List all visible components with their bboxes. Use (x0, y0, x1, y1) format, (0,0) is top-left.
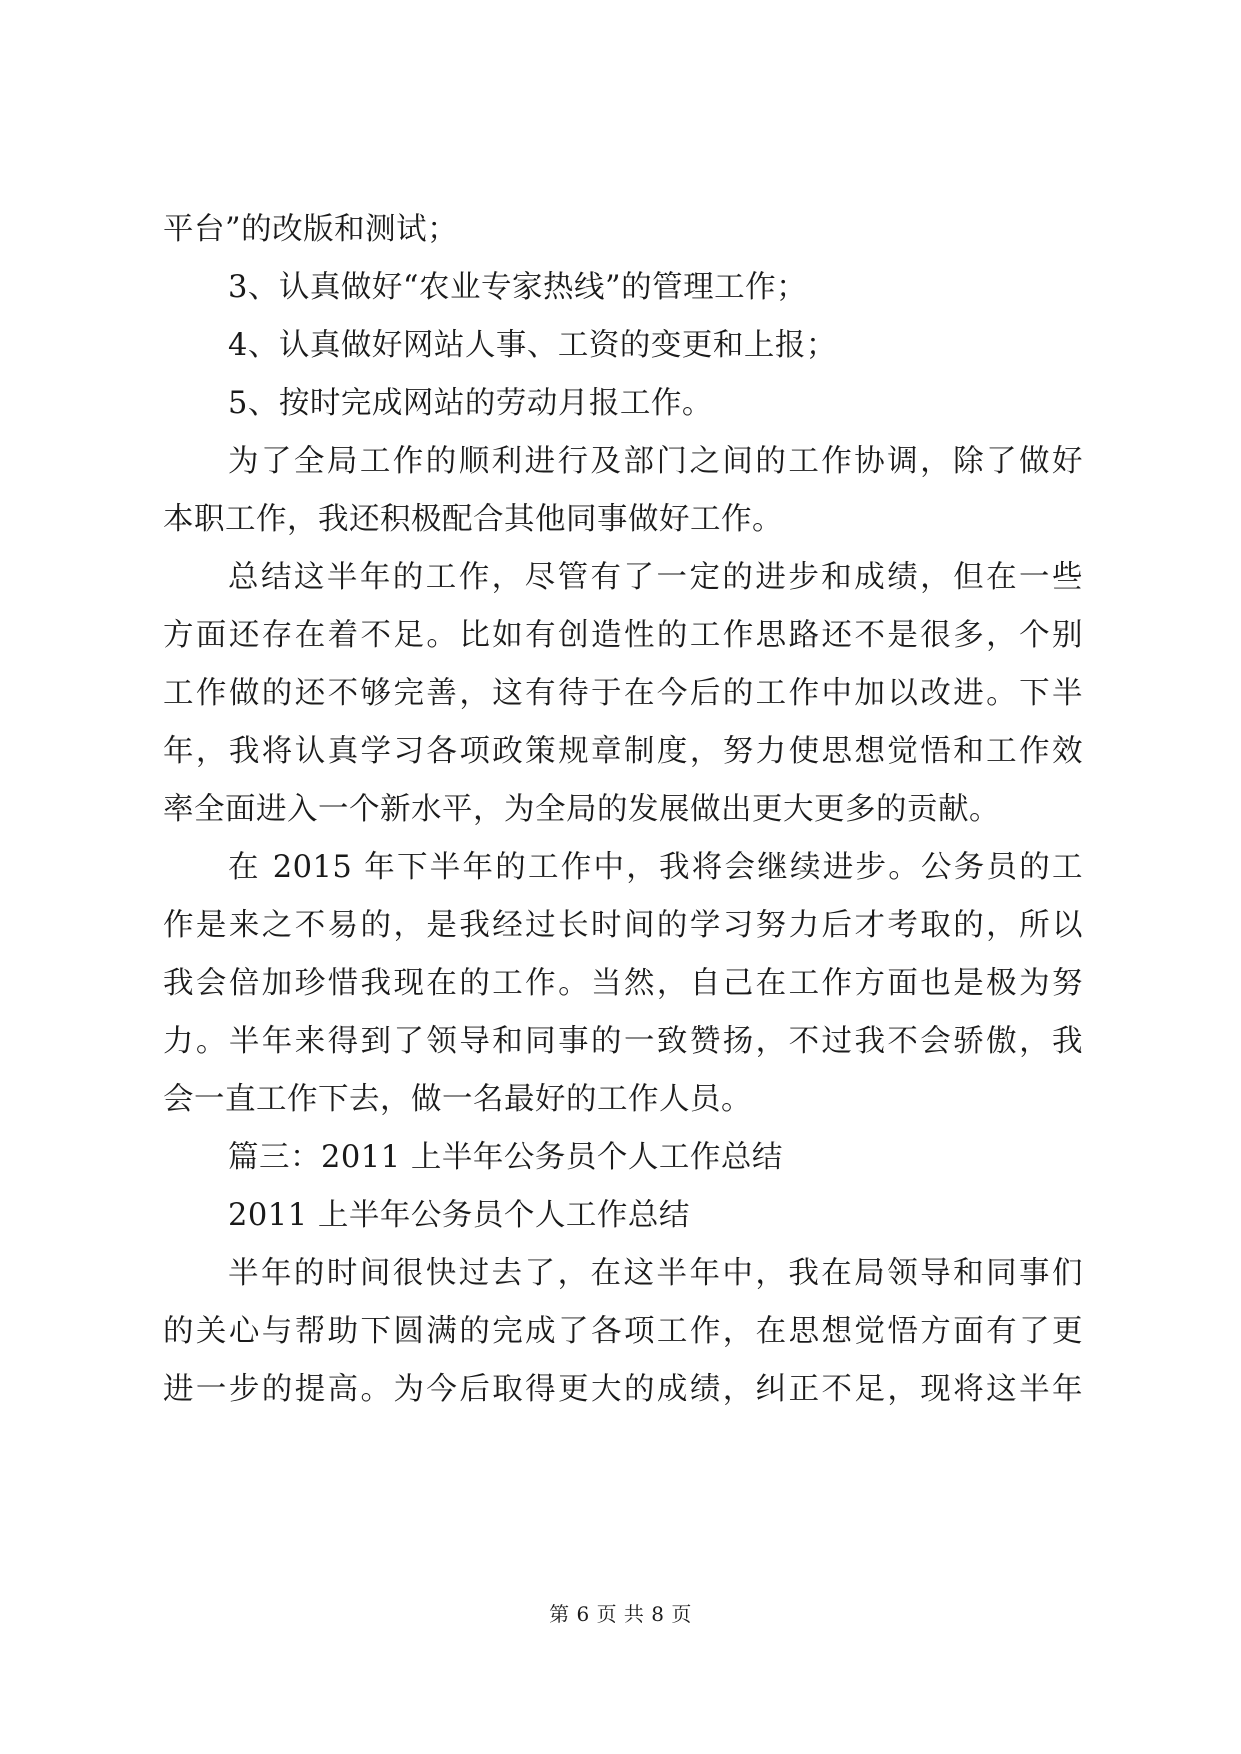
section-heading: 篇三：2011 上半年公务员个人工作总结 (228, 1140, 783, 1175)
body-line: 总结这半年的工作，尽管有了一定的进步和成绩，但在一些 (228, 560, 1083, 595)
body-line: 会一直工作下去，做一名最好的工作人员。 (163, 1082, 752, 1117)
body-line: 在 2015 年下半年的工作中，我将会继续进步。公务员的工 (228, 850, 1083, 885)
body-line: 的关心与帮助下圆满的完成了各项工作，在思想觉悟方面有了更 (163, 1314, 1083, 1349)
body-line: 5、按时完成网站的劳动月报工作。 (228, 386, 713, 421)
body-line: 3、认真做好“农业专家热线”的管理工作； (228, 270, 808, 305)
body-line: 平台”的改版和测试； (163, 212, 459, 247)
body-line: 进一步的提高。为今后取得更大的成绩，纠正不足，现将这半年 (163, 1372, 1083, 1407)
body-line: 4、认真做好网站人事、工资的变更和上报； (228, 328, 837, 363)
body-line: 本职工作，我还积极配合其他同事做好工作。 (163, 502, 783, 537)
page-number: 第 6 页 共 8 页 (549, 1602, 692, 1626)
body-line: 率全面进入一个新水平，为全局的发展做出更大更多的贡献。 (163, 792, 1000, 827)
body-line: 为了全局工作的顺利进行及部门之间的工作协调，除了做好 (228, 444, 1083, 479)
page-footer (0, 1600, 1241, 1628)
body-line: 工作做的还不够完善，这有待于在今后的工作中加以改进。下半 (163, 676, 1083, 711)
body-line: 方面还存在着不足。比如有创造性的工作思路还不是很多，个别 (163, 618, 1083, 653)
body-line: 力。半年来得到了领导和同事的一致赞扬，不过我不会骄傲，我 (163, 1024, 1083, 1059)
body-line: 年，我将认真学习各项政策规章制度，努力使思想觉悟和工作效 (163, 734, 1083, 769)
section-subtitle: 2011 上半年公务员个人工作总结 (228, 1198, 690, 1233)
body-line: 半年的时间很快过去了，在这半年中，我在局领导和同事们 (228, 1256, 1083, 1291)
body-line: 作是来之不易的，是我经过长时间的学习努力后才考取的，所以 (163, 908, 1083, 943)
body-line: 我会倍加珍惜我现在的工作。当然，自己在工作方面也是极为努 (163, 966, 1083, 1001)
